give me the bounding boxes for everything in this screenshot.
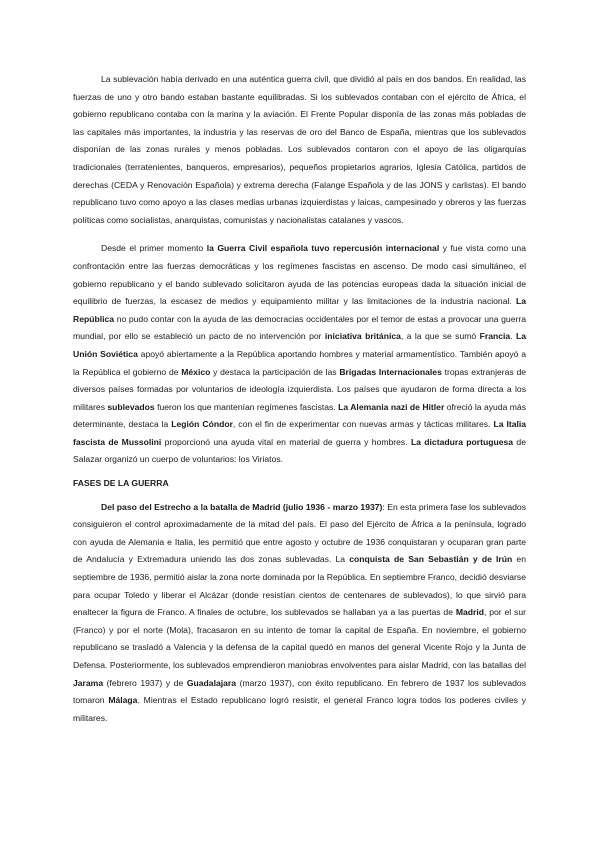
text-run: ofreció la ayuda más determinante, destaca la xyxy=(73,401,526,430)
text-run: y destaca la participación de las xyxy=(210,366,340,377)
text-run: proporcionó una ayuda vital en material de guerra y hombres. xyxy=(161,436,411,447)
bold-text-run: la Guerra Civil española tuvo repercusión internacional xyxy=(206,243,440,254)
text-run: fueron los que mantenían regímenes fascistas. xyxy=(154,401,339,412)
bold-text-run: sublevados xyxy=(107,401,155,412)
text-run: , por el sur (Franco) y por el norte (Mola), fracasaron en su intento de tomar la capital de España. En noviembre, el gobierno republicano se trasladó a Valencia y la defensa de la capital quedó en manos del general Vicente Rojo y la Junta de Defensa. Posteriormente, los sublevados emprendieron maniobras envolventes para aislar Madrid, con las batallas del xyxy=(73,607,526,670)
paragraph-fase-madrid xyxy=(73,499,526,728)
paragraph-repercusion-internacional xyxy=(73,240,526,469)
bold-text-run: La Italia fascista de Mussolini xyxy=(73,419,527,447)
bold-text-run: Jarama xyxy=(73,677,104,688)
paragraph-sublevacion xyxy=(73,71,526,229)
bold-text-run: Guadalajara xyxy=(186,677,237,688)
bold-text-run: La Unión Soviética xyxy=(73,331,526,359)
bold-text-run: Del paso del Estrecho a la batalla de Madrid (julio 1936 - marzo 1937) xyxy=(101,501,383,512)
bold-text-run: La dictadura portuguesa xyxy=(410,436,514,447)
bold-text-run: La Alemania nazi de Hitler xyxy=(338,401,445,412)
text-run: tropas extranjeras de diversos países formadas por voluntarios de ideología izquierdista. Los países que ayudaron de forma directa a los militares xyxy=(73,366,527,412)
bold-text-run: iniciativa británica xyxy=(324,331,401,342)
text-run: . xyxy=(510,331,516,342)
text-run: en septiembre de 1936, permitió aislar la zona norte dominada por la República. En septiembre Franco, decidió desviarse para ocupar Toledo y liberar el Alcázar (donde resistían cientos de centenares de sublevados), lo que sirvió para enaltecer la figura de Franco. A finales de octubre, los sublevados se hallaban ya a las puertas de xyxy=(73,554,526,618)
bold-text-run: Brigadas Internacionales xyxy=(339,366,442,377)
document-page xyxy=(73,71,526,727)
text-run: : En esta primera fase los sublevados consiguieron el control aproximadamente de la mitad del país. El paso del Ejército de África a la península, logrado con ayuda de Alemania e Italia, les permitió que entre agosto y octubre de 1936 conquistaran y ocuparan gran parte de Andalucía y Extremadura uniendo las dos zonas sublevadas. La xyxy=(73,501,526,565)
text-run: , con el fin de experimentar con nuevas armas y tácticas militares. xyxy=(232,419,494,430)
text-run: . Mientras el Estado republicano logró resistir, el general Franco logra todos los poderes civiles y militares. xyxy=(73,695,526,723)
bold-text-run: Madrid xyxy=(455,607,485,618)
bold-text-run: conquista de San Sebastián y de Irún xyxy=(349,554,513,565)
text-run: La sublevación había derivado en una auténtica guerra civil, que dividió al país en dos bandos. En realidad, las fuerzas de uno y otro bando estaban bastante equilibradas. Si los sublevados contaban con el ejército de África, el gobierno republicano contaba con la marina y la aviación. El Frente Popular disponía de las zonas más pobladas de las capitales más importantes, la industria y las reservas de oro del Banco de España, mientras que los sublevados disponían de las zonas rurales y menos pobladas. Los sublevados contaron con el apoyo de las oligarquías tradicionales (terratenientes, banqueros, empresarios), pequeños propietarios agrarios, Iglesia Católica, partidos de derechas (CEDA y Renovación Española) y extrema derecha (Falange Española y de las JONS y carlistas). El bando republicano tuvo como apoyo a las clases medias urbanas izquierdistas y laicas, campesinado y obreros y las fuerzas políticas como socialistas, anarquistas, comunistas y nacionalistas catalanes y vascos. xyxy=(73,74,526,225)
bold-text-run: México xyxy=(181,366,211,377)
bold-text-run: La República xyxy=(73,296,526,324)
text-run: y fue vista como una confrontación entre las fuerzas democráticas y los regímenes fascistas en ascenso. De modo casi simultáneo, el gobierno republicano y el bando sublevado solicitaron ayuda de las potencias europeas dada la situación inicial de equilibrio de fuerzas, la escasez de medios y equipamiento militar y las limitaciones de la industria nacional. xyxy=(73,243,526,307)
text-run: Desde el primer momento xyxy=(101,243,207,254)
bold-text-run: Legión Cóndor xyxy=(171,419,233,430)
text-run: apoyó abiertamente a la República aportando hombres y material armamentístico. También apoyó a la República el gobierno de xyxy=(73,348,526,377)
text-run: (marzo 1937), con éxito republicano. En febrero de 1937 los sublevados tomaron xyxy=(73,677,526,706)
text-run: (febrero 1937) y de xyxy=(103,677,187,688)
text-run: , a la que se sumó xyxy=(400,331,480,342)
text-run: no pudo contar con la ayuda de las democracias occidentales por el temor de estas a provocar una guerra mundial, por ello se estableció un pacto de no intervención por xyxy=(73,313,526,342)
section-heading-fases: FASES DE LA GUERRA xyxy=(73,478,169,489)
bold-text-run: Málaga xyxy=(108,695,138,706)
text-run: de Salazar organizó un cuerpo de voluntarios: los Viriatos. xyxy=(73,436,526,465)
bold-text-run: Francia xyxy=(479,331,511,342)
